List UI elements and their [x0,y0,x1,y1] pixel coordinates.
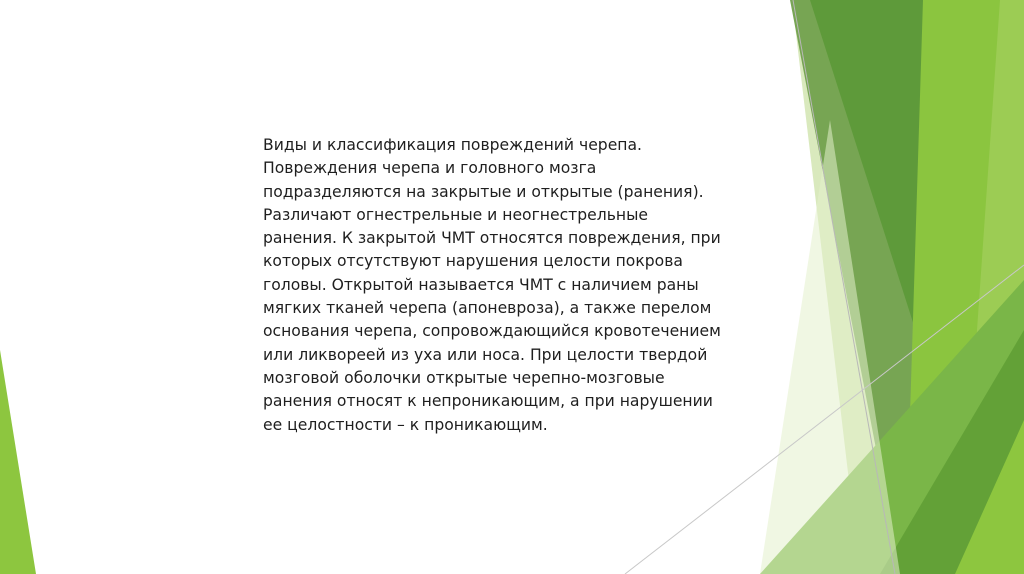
text-line: или ликвореей из уха или носа. При целости твердой [263,345,708,364]
text-line: мягких тканей черепа (апоневроза), а также перелом [263,299,712,318]
text-line: Виды и классификация повреждений черепа. [263,136,642,154]
left-green-strip [0,350,36,574]
text-line: Повреждения черепа и головного мозга [263,159,597,178]
text-line: ранения. К закрытой ЧМТ относятся повреждения, при [263,229,721,248]
text-line: ранения относят к непроникающим, а при нарушении [263,392,713,411]
text-line: которых отсутствуют нарушения целости покрова [263,252,683,271]
text-line: Различают огнестрельные и неогнестрельные [263,205,648,224]
text-line: мозговой оболочки открытые черепно-мозговые [263,368,665,387]
text-line: основания черепа, сопровождающийся кровотечением [263,322,721,341]
text-line: головы. Открытой называется ЧМТ с наличием раны [263,275,699,294]
text-line: ее целостности – к проникающим. [263,415,548,434]
slide-body-text [263,134,783,437]
text-line: подразделяются на закрытые и открытые (ранения). [263,182,704,201]
